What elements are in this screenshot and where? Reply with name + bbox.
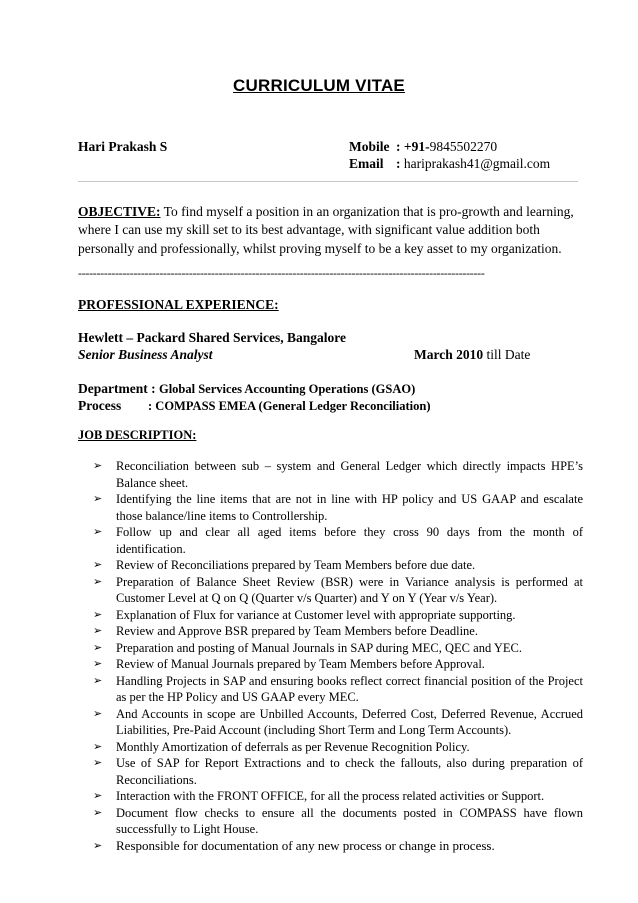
duty-text: Identifying the line items that are not in line with HP policy and US GAAP and escalate those balance/line items to Controllership. xyxy=(116,492,583,523)
arrow-bullet-icon: ➢ xyxy=(93,574,103,588)
email-value: hariprakash41@gmail.com xyxy=(403,156,551,171)
mobile-prefix: +91- xyxy=(403,139,430,154)
duty-text: Review of Reconciliations prepared by Team Members before due date. xyxy=(116,558,476,572)
duty-text: Preparation and posting of Manual Journals in SAP during MEC, QEC and YEC. xyxy=(116,640,522,655)
list-item xyxy=(93,491,583,524)
duty-text: Use of SAP for Report Extractions and to check the fallouts, also during preparation of Reconciliations. xyxy=(116,756,583,787)
dashed-divider: -------------------------------------------------------------------------------------------------------------- xyxy=(78,266,485,280)
objective-section xyxy=(78,203,578,258)
arrow-bullet-icon: ➢ xyxy=(93,558,103,571)
arrow-bullet-icon: ➢ xyxy=(93,673,103,687)
job-description-heading: JOB DESCRIPTION: xyxy=(78,428,197,442)
experience-heading: PROFESSIONAL EXPERIENCE: xyxy=(78,297,279,312)
arrow-bullet-icon: ➢ xyxy=(93,459,103,472)
duty-text: Preparation of Balance Sheet Review (BSR) were in Variance analysis is performed at Customer Level at Q on Q (Quarter v/s Quarter) and Y on Y (Year v/s Year). xyxy=(116,574,583,605)
duty-text: Monthly Amortization of deferrals as per Revenue Recognition Policy. xyxy=(116,739,470,754)
process-value: : COMPASS EMEA (General Ledger Reconciliation) xyxy=(148,399,431,413)
list-item xyxy=(93,805,583,838)
duty-text: Review of Manual Journals prepared by Team Members before Approval. xyxy=(116,657,485,671)
arrow-bullet-icon: ➢ xyxy=(93,607,103,621)
duty-text: Interaction with the FRONT OFFICE, for all the process related activities or Support. xyxy=(116,789,545,803)
arrow-bullet-icon: ➢ xyxy=(93,706,103,720)
arrow-bullet-icon: ➢ xyxy=(93,756,103,769)
arrow-bullet-icon: ➢ xyxy=(93,838,103,852)
list-item xyxy=(93,838,583,855)
process-line xyxy=(78,398,431,414)
duty-text: And Accounts in scope are Unbilled Accounts, Deferred Cost, Deferred Revenue, Accrued Liabilities, Pre-Paid Account (including Short Term and Long Term Accounts). xyxy=(116,706,583,737)
objective-text: To find myself a position in an organization that is pro-growth and learning, where I can use my skill set to its best advantage, with significant value addition both personally and professionally, whilst proving myself to be a key asset to my organization. xyxy=(78,204,574,256)
email-colon: : xyxy=(396,156,401,171)
list-item xyxy=(93,623,583,640)
list-item xyxy=(93,673,583,706)
duty-text: Explanation of Flux for variance at Customer level with appropriate supporting. xyxy=(116,607,516,622)
duty-text: Reconciliation between sub – system and General Ledger which directly impacts HPE’s Balance sheet. xyxy=(116,459,583,490)
mobile-line xyxy=(349,139,497,155)
list-item xyxy=(93,607,583,624)
list-item xyxy=(93,557,583,574)
email-line xyxy=(349,156,550,172)
list-item xyxy=(93,458,583,491)
arrow-bullet-icon: ➢ xyxy=(93,657,103,670)
arrow-bullet-icon: ➢ xyxy=(93,492,103,505)
process-label: Process xyxy=(78,398,122,413)
department-line xyxy=(78,381,415,397)
duty-text: Handling Projects in SAP and ensuring books reflect correct financial position of the Project as per the HP Policy and US GAAP every MEC. xyxy=(116,673,583,704)
mobile-colon: : xyxy=(396,139,401,154)
duty-text: Document flow checks to ensure all the documents posted in COMPASS have flown successfully to Light House. xyxy=(116,805,583,836)
duty-text: Follow up and clear all aged items before they cross 90 days from the month of identification. xyxy=(116,525,583,556)
mobile-number: 9845502270 xyxy=(429,139,498,154)
arrow-bullet-icon: ➢ xyxy=(93,789,103,802)
department-label: Department : xyxy=(78,381,156,396)
list-item xyxy=(93,640,583,657)
candidate-name: Hari Prakash S xyxy=(78,139,168,154)
company-name: Hewlett – Packard Shared Services, Bangalore xyxy=(78,330,346,345)
header-divider xyxy=(78,181,578,182)
list-item xyxy=(93,739,583,756)
document-title: CURRICULUM VITAE xyxy=(233,76,405,95)
duties-list xyxy=(93,458,583,854)
list-item xyxy=(93,788,583,805)
department-value: Global Services Accounting Operations (GSAO) xyxy=(158,382,416,396)
objective-heading: OBJECTIVE: xyxy=(78,204,161,219)
mobile-label: Mobile xyxy=(349,139,390,154)
arrow-bullet-icon: ➢ xyxy=(93,525,103,538)
arrow-bullet-icon: ➢ xyxy=(93,624,103,637)
date-end: till Date xyxy=(486,347,531,362)
job-role: Senior Business Analyst xyxy=(78,347,213,362)
list-item xyxy=(93,656,583,673)
employment-dates xyxy=(414,347,530,363)
list-item xyxy=(93,574,583,607)
duty-text: Responsible for documentation of any new process or change in process. xyxy=(116,837,495,853)
list-item xyxy=(93,706,583,739)
date-start: March 2010 xyxy=(414,347,484,362)
email-label: Email xyxy=(349,156,384,171)
duty-text: Review and Approve BSR prepared by Team Members before Deadline. xyxy=(116,624,478,638)
arrow-bullet-icon: ➢ xyxy=(93,739,103,753)
list-item xyxy=(93,755,583,788)
arrow-bullet-icon: ➢ xyxy=(93,805,103,819)
list-item xyxy=(93,524,583,557)
arrow-bullet-icon: ➢ xyxy=(93,640,103,654)
